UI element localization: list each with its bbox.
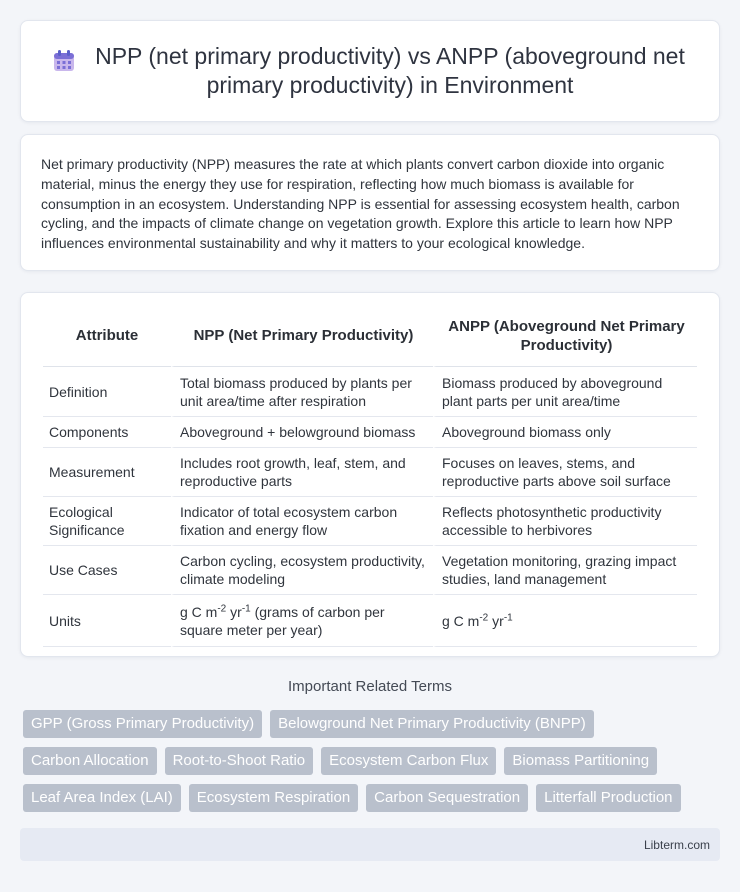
row-anpp: Reflects photosynthetic productivity accessible to herbivores [433, 497, 697, 546]
row-anpp: Focuses on leaves, stems, and reproductive parts above soil surface [433, 448, 697, 497]
table-row [43, 367, 697, 417]
table-header-row [43, 305, 697, 367]
table-row [43, 417, 697, 448]
related-term-tag[interactable]: Root-to-Shoot Ratio [165, 747, 314, 775]
related-terms-list [23, 710, 723, 812]
row-anpp: g C $m^{-2}$ $yr^{-1}$ [433, 595, 697, 647]
related-term-tag[interactable]: Litterfall Production [536, 784, 680, 812]
table-row [43, 546, 697, 595]
related-term-tag[interactable]: Ecosystem Respiration [189, 784, 358, 812]
calendar-icon [51, 48, 77, 74]
row-npp: Includes root growth, leaf, stem, and reproductive parts [171, 448, 433, 497]
row-attribute: Use Cases [43, 546, 171, 595]
row-anpp: Biomass produced by aboveground plant parts per unit area/time [433, 367, 697, 417]
related-term-tag[interactable]: Leaf Area Index (LAI) [23, 784, 181, 812]
row-attribute: Definition [43, 367, 171, 417]
related-terms-heading: Important Related Terms [288, 678, 452, 695]
related-term-tag[interactable]: Biomass Partitioning [504, 747, 657, 775]
row-attribute: Units [43, 595, 171, 647]
row-npp: Indicator of total ecosystem carbon fixation and energy flow [171, 497, 433, 546]
related-term-tag[interactable]: GPP (Gross Primary Productivity) [23, 710, 262, 738]
header-attribute: Attribute [43, 305, 171, 367]
row-attribute: Components [43, 417, 171, 448]
comparison-table [43, 305, 697, 647]
table-row [43, 497, 697, 546]
row-npp: g C $m^{-2}$ $yr^{-1}$ (grams of carbon per square meter per year) [171, 595, 433, 647]
table-row [43, 448, 697, 497]
header-anpp: ANPP (Aboveground Net Primary Productivity) [433, 305, 697, 367]
related-term-tag[interactable]: Carbon Allocation [23, 747, 157, 775]
header-npp: NPP (Net Primary Productivity) [171, 305, 433, 367]
row-npp: Carbon cycling, ecosystem productivity, climate modeling [171, 546, 433, 595]
related-term-tag[interactable]: Ecosystem Carbon Flux [321, 747, 496, 775]
row-attribute: Measurement [43, 448, 171, 497]
row-npp: Total biomass produced by plants per unit area/time after respiration [171, 367, 433, 417]
table-row [43, 595, 697, 647]
row-npp: Aboveground + belowground biomass [171, 417, 433, 448]
title-card [20, 20, 720, 122]
footer-brand-link[interactable]: Libterm.com [643, 837, 710, 852]
page-title: NPP (net primary productivity) vs ANPP (aboveground net primary productivity) in Environment [95, 43, 685, 98]
row-anpp: Aboveground biomass only [433, 417, 697, 448]
related-term-tag[interactable]: Belowground Net Primary Productivity (BNPP) [270, 710, 594, 738]
comparison-card [20, 292, 720, 657]
intro-paragraph: Net primary productivity (NPP) measures the rate at which plants convert carbon dioxide into organic material, minus the energy they use for respiration, reflecting how much biomass is available for consumption in an ecosystem. Understanding NPP is essential for assessing ecosystem health, carbon cycling, and the impacts of climate change on vegetation growth. Explore this article to learn how NPP influences environmental sustainability and why it matters to your ecological knowledge. [41, 156, 680, 252]
footer [20, 828, 720, 861]
related-term-tag[interactable]: Carbon Sequestration [366, 784, 528, 812]
intro-card [20, 134, 720, 271]
row-anpp: Vegetation monitoring, grazing impact studies, land management [433, 546, 697, 595]
row-attribute: Ecological Significance [43, 497, 171, 546]
